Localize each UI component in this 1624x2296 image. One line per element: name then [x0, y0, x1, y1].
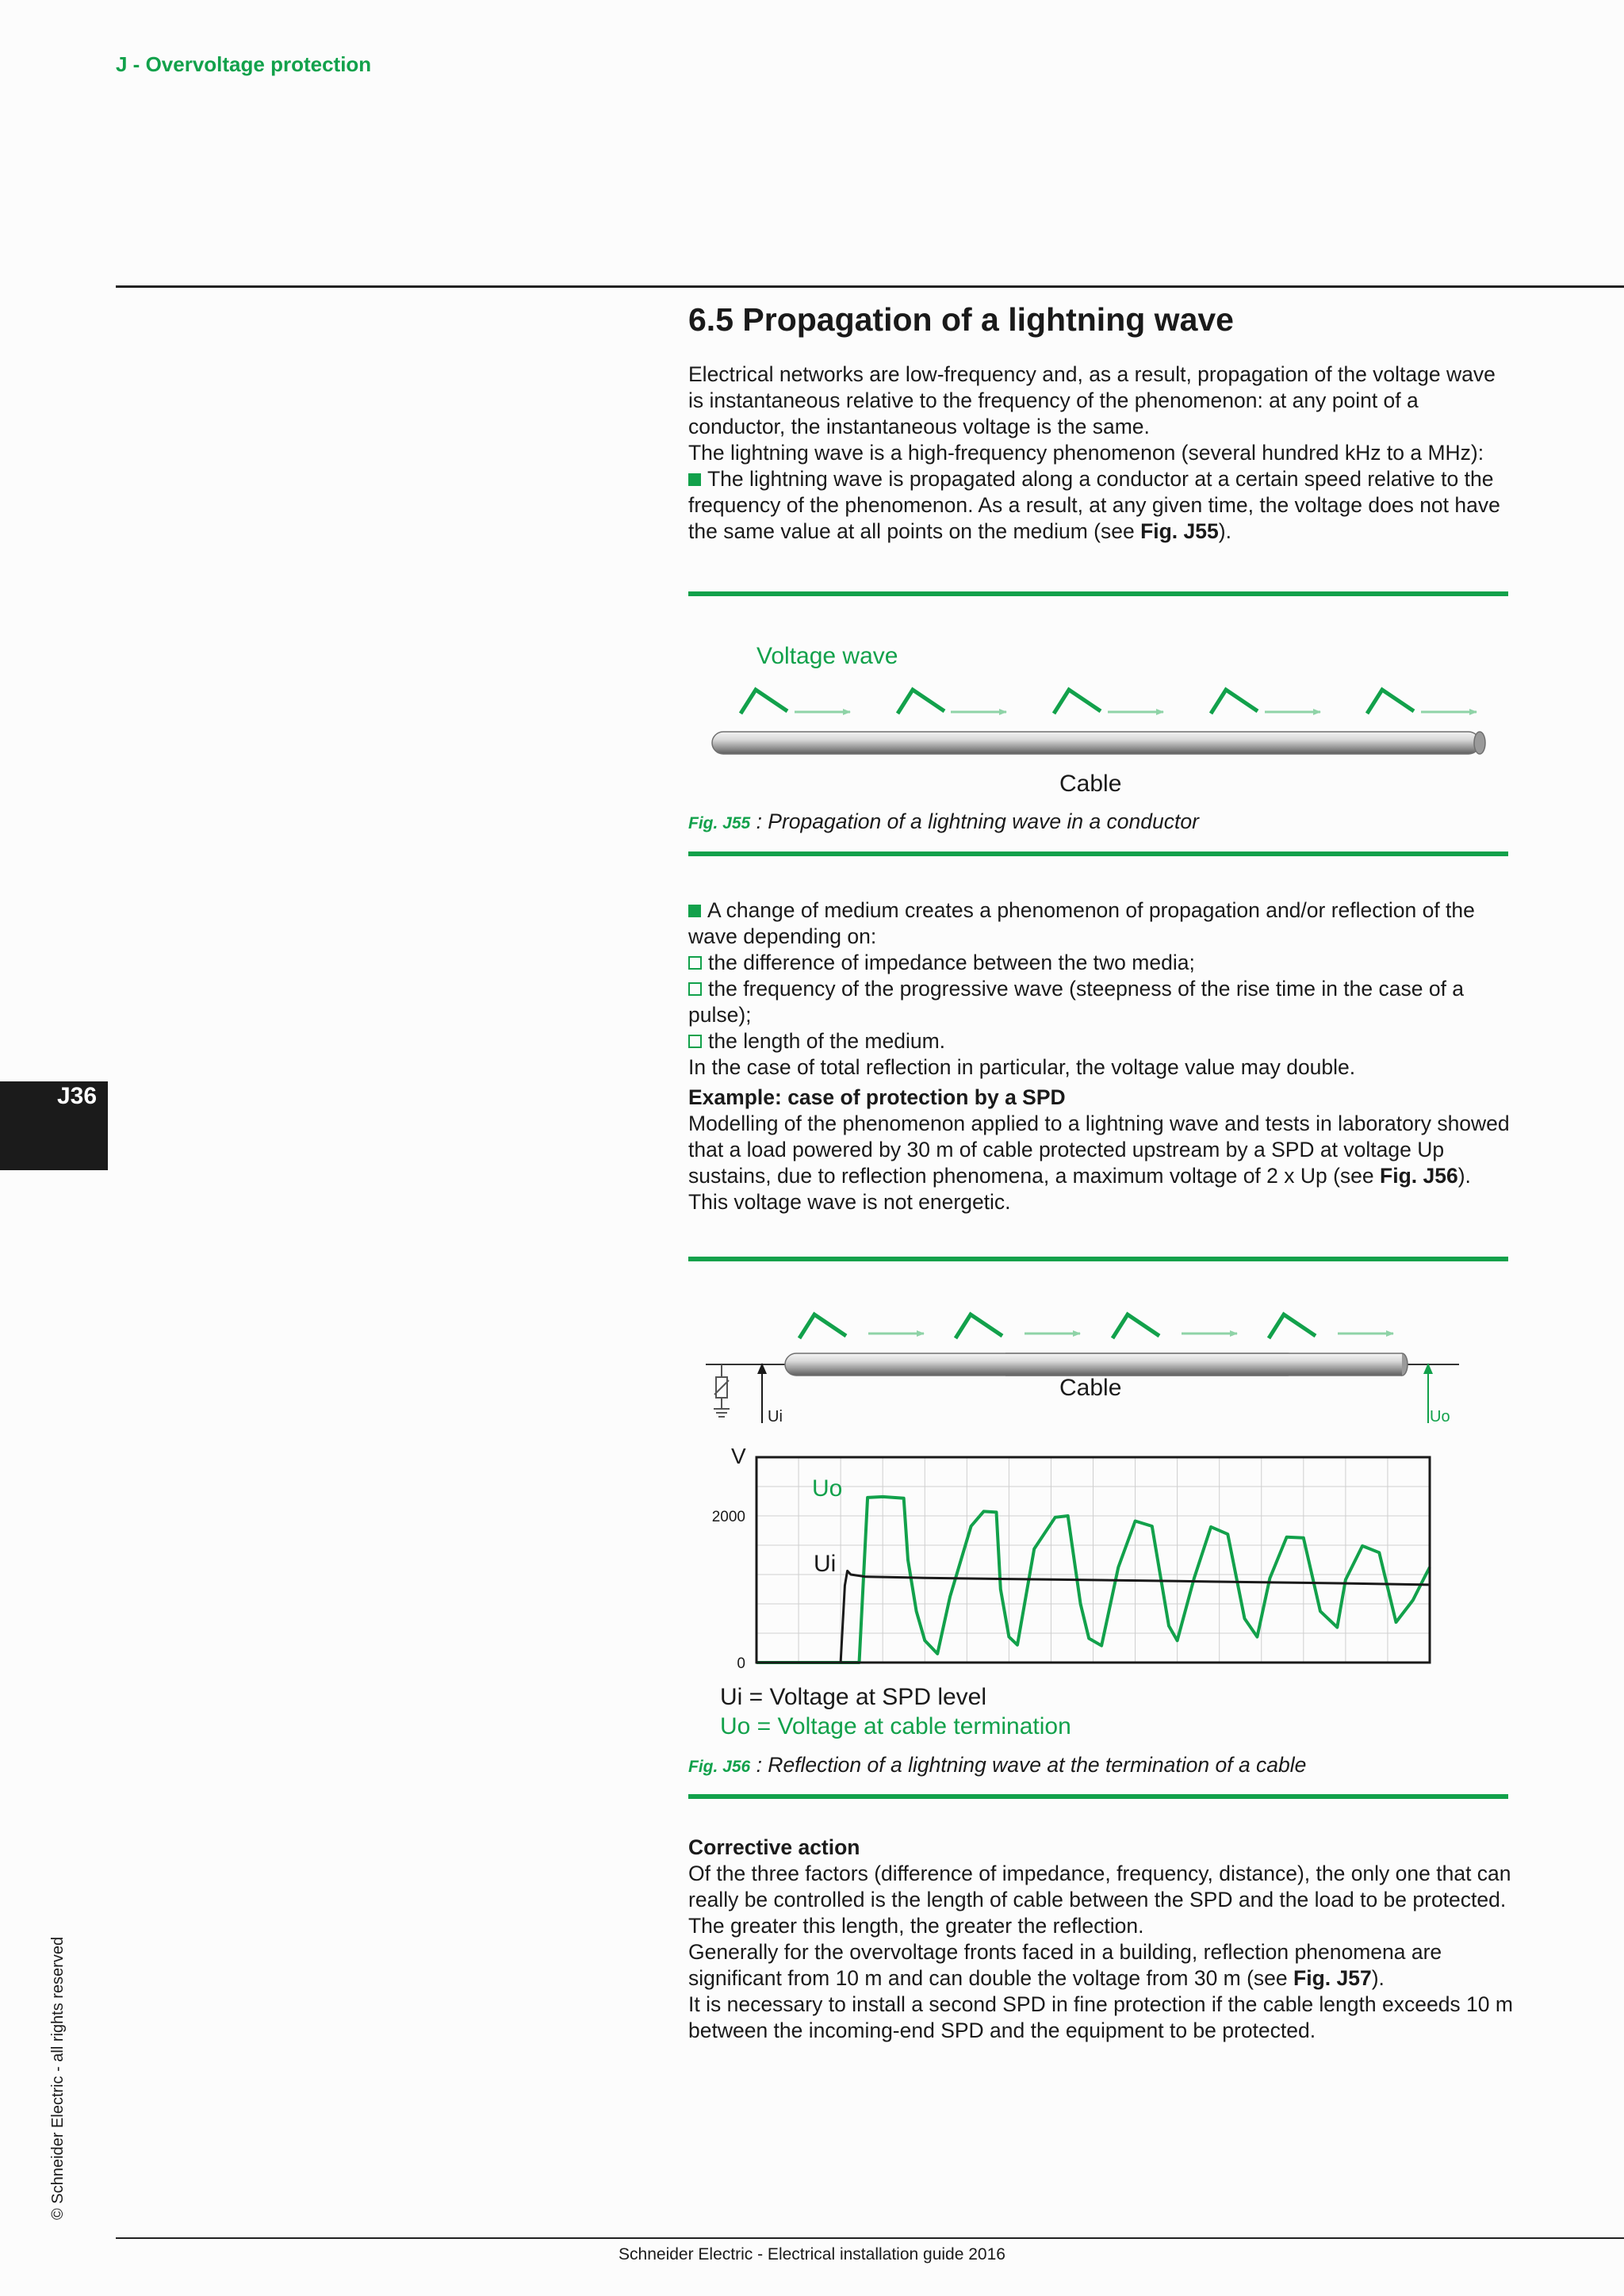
series-label-ui: Ui [814, 1551, 837, 1577]
corrective-text [688, 1835, 1513, 2044]
copyright-notice: © Schneider Electric - all rights reserved [49, 1936, 67, 2220]
wave-pulse-icon [1113, 1314, 1159, 1338]
cable-label: Cable [1059, 771, 1122, 797]
wave-pulse-icon [1367, 690, 1414, 714]
intro-text [688, 362, 1513, 545]
example-heading: Example: case of protection by a SPD [688, 1085, 1066, 1109]
wave-pulse-icon [1211, 690, 1258, 714]
paragraph: Electrical networks are low-frequency and, as a result, propagation of the voltage wave is instantaneous relative to the frequency of the phenomenon: at any point of a conductor, the instantaneous voltage is the same. [688, 362, 1496, 438]
uo-label: Uo [1430, 1408, 1450, 1425]
figure-caption: Fig. J55 : Propagation of a lightning wave in a conductor [688, 809, 1199, 833]
spd-icon [714, 1364, 730, 1417]
cable-label: Cable [1059, 1375, 1122, 1401]
wave-pulses [741, 690, 1414, 714]
wave-pulse-icon [741, 690, 787, 714]
figure-rule [688, 591, 1508, 596]
wave-pulse-icon [956, 1314, 1002, 1338]
wave-pulse-icon [799, 1314, 846, 1338]
wave-pulse-icon [1269, 1314, 1316, 1338]
figure-rule [688, 851, 1508, 856]
paragraph: Of the three factors (difference of impedance, frequency, distance), the only one that can really be controlled is the length of cable between the SPD and the load to be protected. The greater this length, the greater the reflection. [688, 1862, 1511, 1938]
page-title: 6.5 Propagation of a lightning wave [688, 301, 1234, 338]
page-id: J36 [57, 1083, 98, 1109]
figure-rule [688, 1794, 1508, 1799]
ui-arrow-icon [757, 1363, 767, 1423]
y-axis-label: V [731, 1444, 746, 1468]
bullet-square-icon [688, 905, 701, 917]
cable [712, 732, 1485, 754]
figure-reference[interactable]: Fig. J57 [1293, 1966, 1372, 1990]
sub-bullet-item: the frequency of the progressive wave (steepness of the rise time in the case of a pulse); [688, 977, 1465, 1027]
figure-reference[interactable]: Fig. J56 [1380, 1164, 1458, 1188]
reflection-text [688, 897, 1513, 1215]
figure-rule [688, 1257, 1508, 1261]
y-tick-label: 2000 [711, 1509, 745, 1525]
wave-pulse-icon [1054, 690, 1101, 714]
chart-grid [756, 1457, 1430, 1663]
y-tick-label: 0 [737, 1655, 745, 1672]
figure-reference[interactable]: Fig. J55 [1140, 519, 1219, 543]
bottom-rule [116, 2237, 1624, 2239]
legend-uo: Uo = Voltage at cable termination [720, 1713, 1071, 1739]
paragraph: It is necessary to install a second SPD in fine protection if the cable length exceeds 10 m between the incoming-end SPD and the equipment to be protected. [688, 1992, 1513, 2042]
cable [785, 1353, 1408, 1376]
paragraph: The lightning wave is a high-frequency phenomenon (several hundred kHz to a MHz): [688, 441, 1484, 465]
fig56-chart [688, 1439, 1513, 1673]
bullet-item: A change of medium creates a phenomenon of propagation and/or reflection of the wave depending on: [688, 898, 1475, 948]
section-header: J - Overvoltage protection [116, 52, 372, 76]
figure-caption: Fig. J56 : Reflection of a lightning wave at the termination of a cable [688, 1753, 1307, 1777]
legend-ui: Ui = Voltage at SPD level [720, 1684, 987, 1710]
bullet-open-square-icon [688, 982, 702, 996]
paragraph: Generally for the overvoltage fronts faced in a building, reflection phenomena are significant from 10 m and can double the voltage from 30 m (see Fig. J57). [688, 1940, 1442, 1990]
fig56-diagram [688, 1272, 1513, 1439]
footer-text: Schneider Electric - Electrical installation guide 2016 [619, 2245, 1005, 2263]
top-rule [116, 285, 1624, 288]
corrective-heading: Corrective action [688, 1835, 860, 1859]
sub-bullet-item: the length of the medium. [688, 1028, 1513, 1054]
bullet-open-square-icon [688, 1035, 702, 1048]
tick-labels [712, 1509, 1438, 1673]
sub-bullet-item: the difference of impedance between the two media; [688, 950, 1513, 976]
paragraph: Modelling of the phenomenon applied to a lightning wave and tests in laboratory showed that a load powered by 30 m of cable protected upstream by a SPD at voltage Up sustains, due to reflection phenomena, a maximum voltage of 2 x Up (see Fig. J56). This voltage wave is not energetic. [688, 1112, 1510, 1214]
bullet-square-icon [688, 473, 701, 486]
paragraph: In the case of total reflection in particular, the voltage value may double. [688, 1055, 1356, 1079]
wave-pulse-icon [898, 690, 944, 714]
fig55-diagram [688, 610, 1513, 809]
bullet-open-square-icon [688, 956, 702, 970]
bullet-item: The lightning wave is propagated along a conductor at a certain speed relative to the frequency of the phenomenon. As a result, at any given time, the voltage does not have the same value at all points on the medium (see Fig. J55). [688, 467, 1500, 543]
series-label-uo: Uo [812, 1475, 843, 1502]
ui-label: Ui [768, 1408, 783, 1425]
voltage-wave-label: Voltage wave [756, 643, 898, 669]
